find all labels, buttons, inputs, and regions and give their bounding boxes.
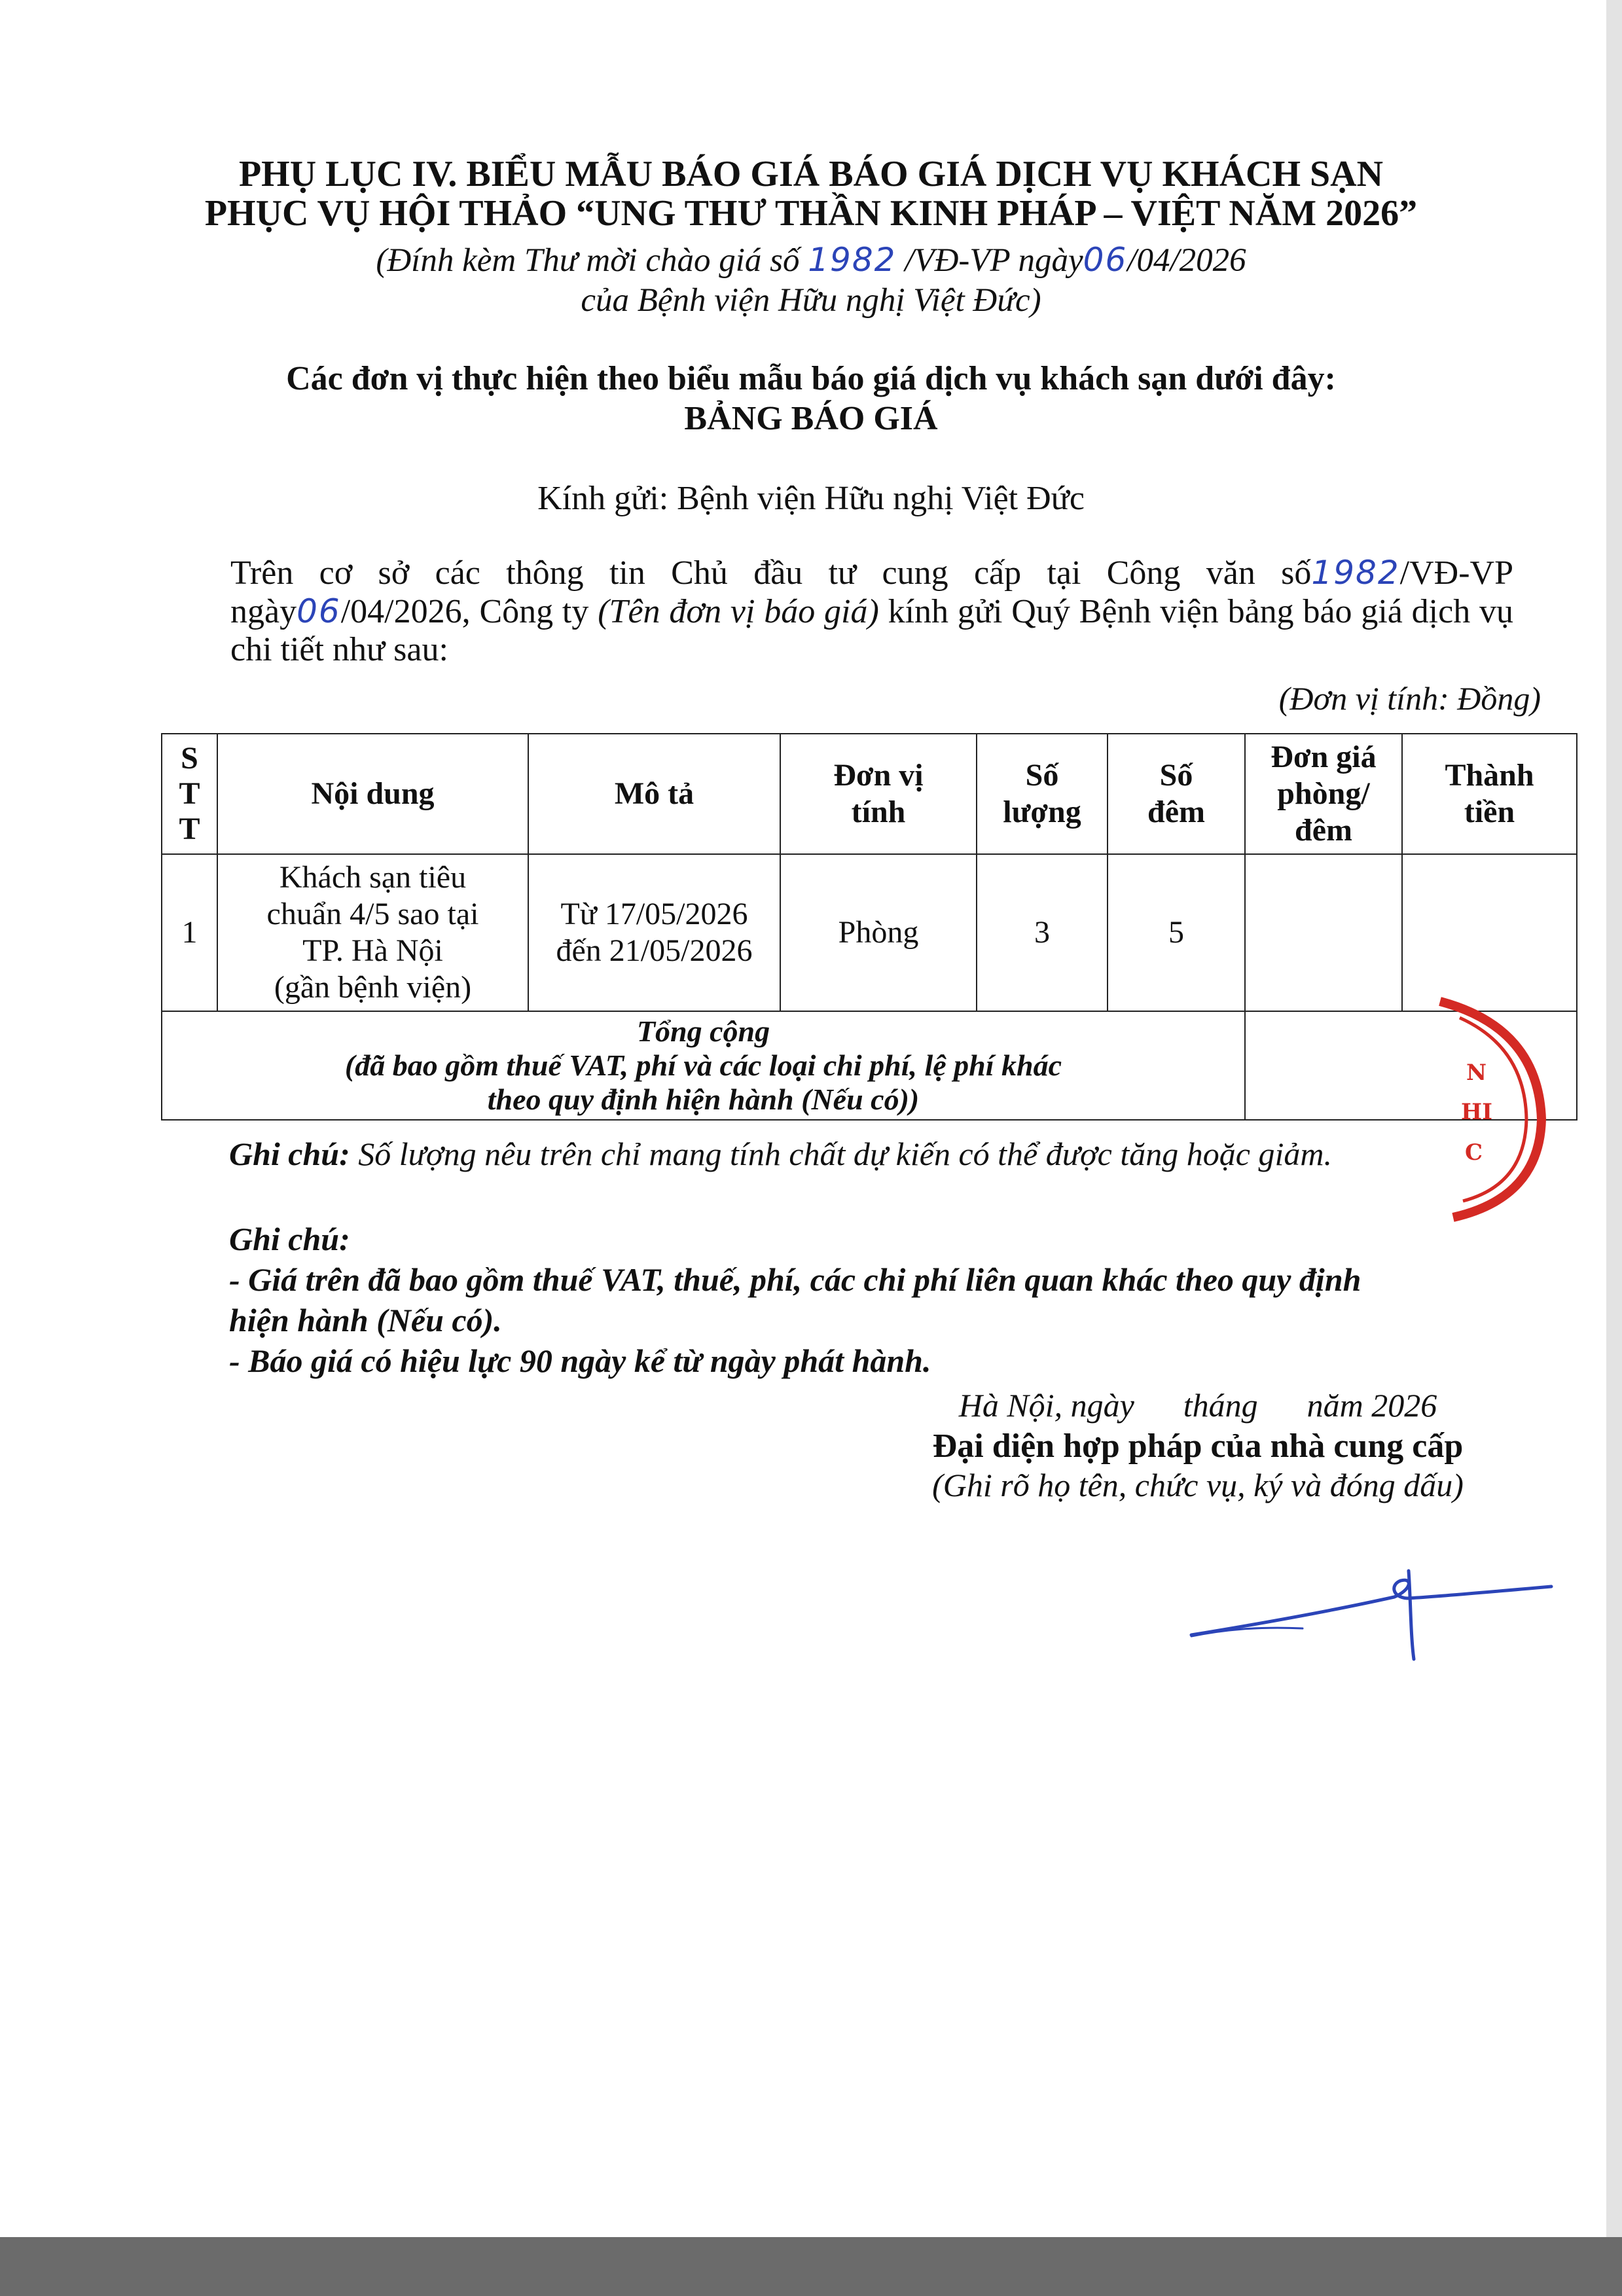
signatory-title: Đại diện hợp pháp của nhà cung cấp (932, 1427, 1464, 1465)
note-item-2: - Báo giá có hiệu lực 90 ngày kể từ ngày phát hành. (229, 1342, 931, 1379)
header-unit-price: Đơn giá phòng/ đêm (1245, 734, 1402, 854)
quotation-table (161, 733, 1577, 1121)
table-footnote (229, 1138, 1332, 1170)
attachment-suffix: /04/2026 (1127, 242, 1246, 279)
paragraph-text-3: /04/2026, (340, 593, 471, 630)
document-title-line-2: PHỤC VỤ HỘI THẢO “UNG THƯ THẦN KINH PHÁP – VIỆT NĂM 2026” (204, 193, 1418, 234)
paragraph-company-placeholder: (Tên đơn vị báo giá) (598, 593, 879, 630)
svg-text:N: N (1466, 1060, 1487, 1086)
header-content: Nội dung (217, 734, 528, 854)
table-header-row (162, 734, 1577, 854)
intro-paragraph (230, 554, 1513, 669)
cell-content: Khách sạn tiêu chuẩn 4/5 sao tại TP. Hà Nội (gần bệnh viện) (217, 854, 528, 1011)
header-unit: Đơn vị tính (780, 734, 977, 854)
cell-nights: 5 (1108, 854, 1245, 1011)
place-and-date: Hà Nội, ngày tháng năm 2026 (958, 1387, 1437, 1424)
total-label-cell: Tổng cộng (đã bao gồm thuế VAT, phí và các loại chi phí, lệ phí khác theo quy định hiện hành (Nếu có)) (162, 1011, 1245, 1120)
attachment-prefix: (Đính kèm Thư mời chào giá số (376, 242, 800, 279)
header-total: Thành tiền (1402, 734, 1577, 854)
handwritten-day: 06 (1083, 241, 1128, 279)
cell-description: Từ 17/05/2026 đến 21/05/2026 (528, 854, 780, 1011)
header-description: Mô tả (528, 734, 780, 854)
cell-stt: 1 (162, 854, 217, 1011)
cell-unit-price (1245, 854, 1402, 1011)
footnote-label: Ghi chú: (229, 1136, 350, 1172)
header-stt: S T T (162, 734, 217, 854)
svg-text:C: C (1465, 1139, 1483, 1166)
cell-quantity: 3 (977, 854, 1108, 1011)
header-nights: Số đêm (1108, 734, 1245, 854)
paragraph-text-2: /VĐ-VP ngày (230, 554, 1513, 630)
note-item-1-line-1: - Giá trên đã bao gồm thuế VAT, thuế, phí, các chi phí liên quan khác theo quy định (229, 1261, 1361, 1298)
scan-bottom-border (0, 2237, 1622, 2296)
handwritten-signature (1185, 1532, 1558, 1669)
svg-text:HI: HI (1461, 1099, 1493, 1125)
table-title: BẢNG BÁO GIÁ (684, 400, 938, 437)
table-row (162, 854, 1577, 1011)
table-total-row (162, 1011, 1577, 1120)
document-title-line-1: PHỤ LỤC IV. BIỂU MẪU BÁO GIÁ BÁO GIÁ DỊCH VỤ KHÁCH SẠN (238, 154, 1384, 194)
footnote-text: Số lượng nêu trên chỉ mang tính chất dự kiến có thể được tăng hoặc giảm. (358, 1136, 1332, 1172)
handwritten-day: 06 (297, 592, 341, 630)
paragraph-company-prefix: Công ty (479, 593, 589, 630)
cell-total (1402, 854, 1577, 1011)
header-quantity: Số lượng (977, 734, 1108, 854)
handwritten-number: 1982 (1311, 554, 1400, 592)
currency-unit-note: (Đơn vị tính: Đồng) (1278, 680, 1541, 717)
cell-unit: Phòng (780, 854, 977, 1011)
notes-heading: Ghi chú: (229, 1221, 350, 1257)
company-seal-stamp (1427, 988, 1558, 1224)
paragraph-text-4: kính gửi Quý Bệnh viện bảng báo giá dịch vụ chi tiết như sau: (230, 593, 1514, 668)
note-item-1-line-2: hiện hành (Nếu có). (229, 1302, 502, 1338)
paragraph-text-1: Trên cơ sở các thông tin Chủ đầu tư cung cấp tại Công văn số (230, 554, 1312, 592)
attachment-reference (0, 243, 1622, 278)
handwritten-number: 1982 (808, 241, 897, 279)
instruction-line: Các đơn vị thực hiện theo biểu mẫu báo giá dịch vụ khách sạn dưới đây: (286, 360, 1336, 397)
attachment-issuer: của Bệnh viện Hữu nghị Việt Đức) (581, 282, 1041, 319)
scan-page-edge (1606, 0, 1622, 2296)
notes-section (229, 1219, 1505, 1381)
addressee: Kính gửi: Bệnh viện Hữu nghị Việt Đức (537, 480, 1085, 517)
attachment-middle: /VĐ-VP ngày (905, 242, 1083, 279)
signatory-instruction: (Ghi rõ họ tên, chức vụ, ký và đóng dấu) (932, 1467, 1464, 1503)
